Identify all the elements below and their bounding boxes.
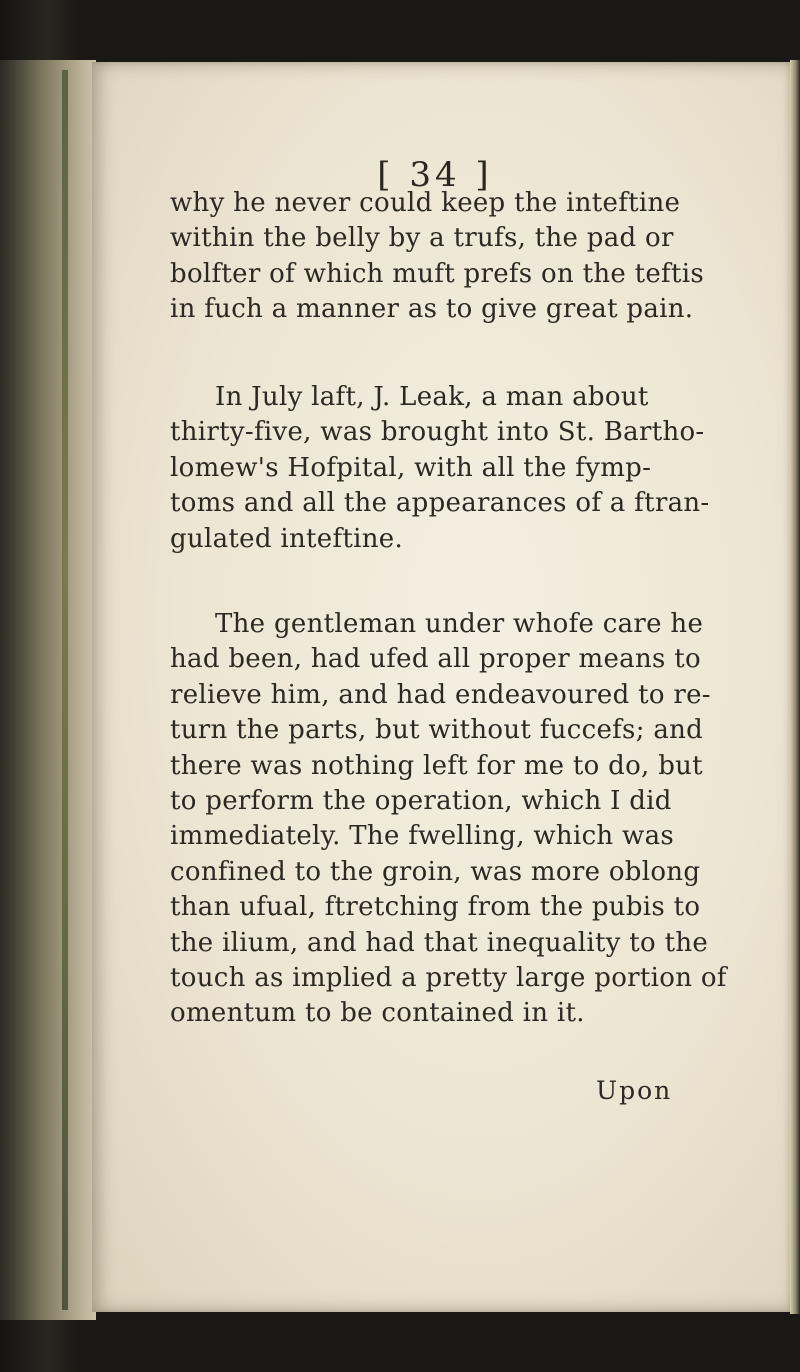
binding-stripe [62, 70, 68, 1310]
paragraph-2 [170, 380, 730, 557]
page-number: [ 34 ] [377, 155, 493, 195]
text-line: The gentleman under whofe care he [215, 609, 704, 639]
text-line: than ufual, ftretching from the pubis to [170, 892, 701, 923]
book-binding [0, 60, 96, 1320]
text-line: within the belly by a trufs, the pad or [170, 223, 674, 254]
text-line: to perform the operation, which I did [170, 786, 672, 817]
text-line: bolfter of which muft prefs on the teftis [170, 258, 704, 289]
paragraph-3 [170, 607, 730, 1032]
text-line: had been, had ufed all proper means to [170, 644, 701, 675]
text-line: thirty-five, was brought into St. Bartho- [170, 417, 705, 448]
text-line: confined to the groin, was more oblong [170, 856, 701, 887]
text-line: In July laft, J. Leak, a man about [215, 382, 649, 412]
text-line: why he never could keep the inteftine [170, 188, 681, 218]
text-line: relieve him, and had endeavoured to re- [170, 679, 711, 710]
text-line: in fuch a manner as to give great pain. [170, 294, 694, 325]
catchword: Upon [596, 1076, 673, 1105]
text-line: immediately. The fwelling, which was [170, 821, 675, 852]
text-line: touch as implied a pretty large portion of [170, 963, 727, 994]
text-line: toms and all the appearances of a ftran- [170, 488, 710, 519]
text-line: lomew's Hofpital, with all the fymp- [170, 452, 652, 483]
text-line: the ilium, and had that inequality to the [170, 927, 709, 958]
text-line: gulated inteftine. [170, 523, 404, 554]
text-line: turn the parts, but without fuccefs; and [170, 715, 704, 746]
text-line: omentum to be contained in it. [170, 998, 585, 1029]
page-edge [790, 60, 800, 1314]
paragraph-1 [170, 186, 730, 328]
text-line: there was nothing left for me to do, but [170, 750, 703, 781]
